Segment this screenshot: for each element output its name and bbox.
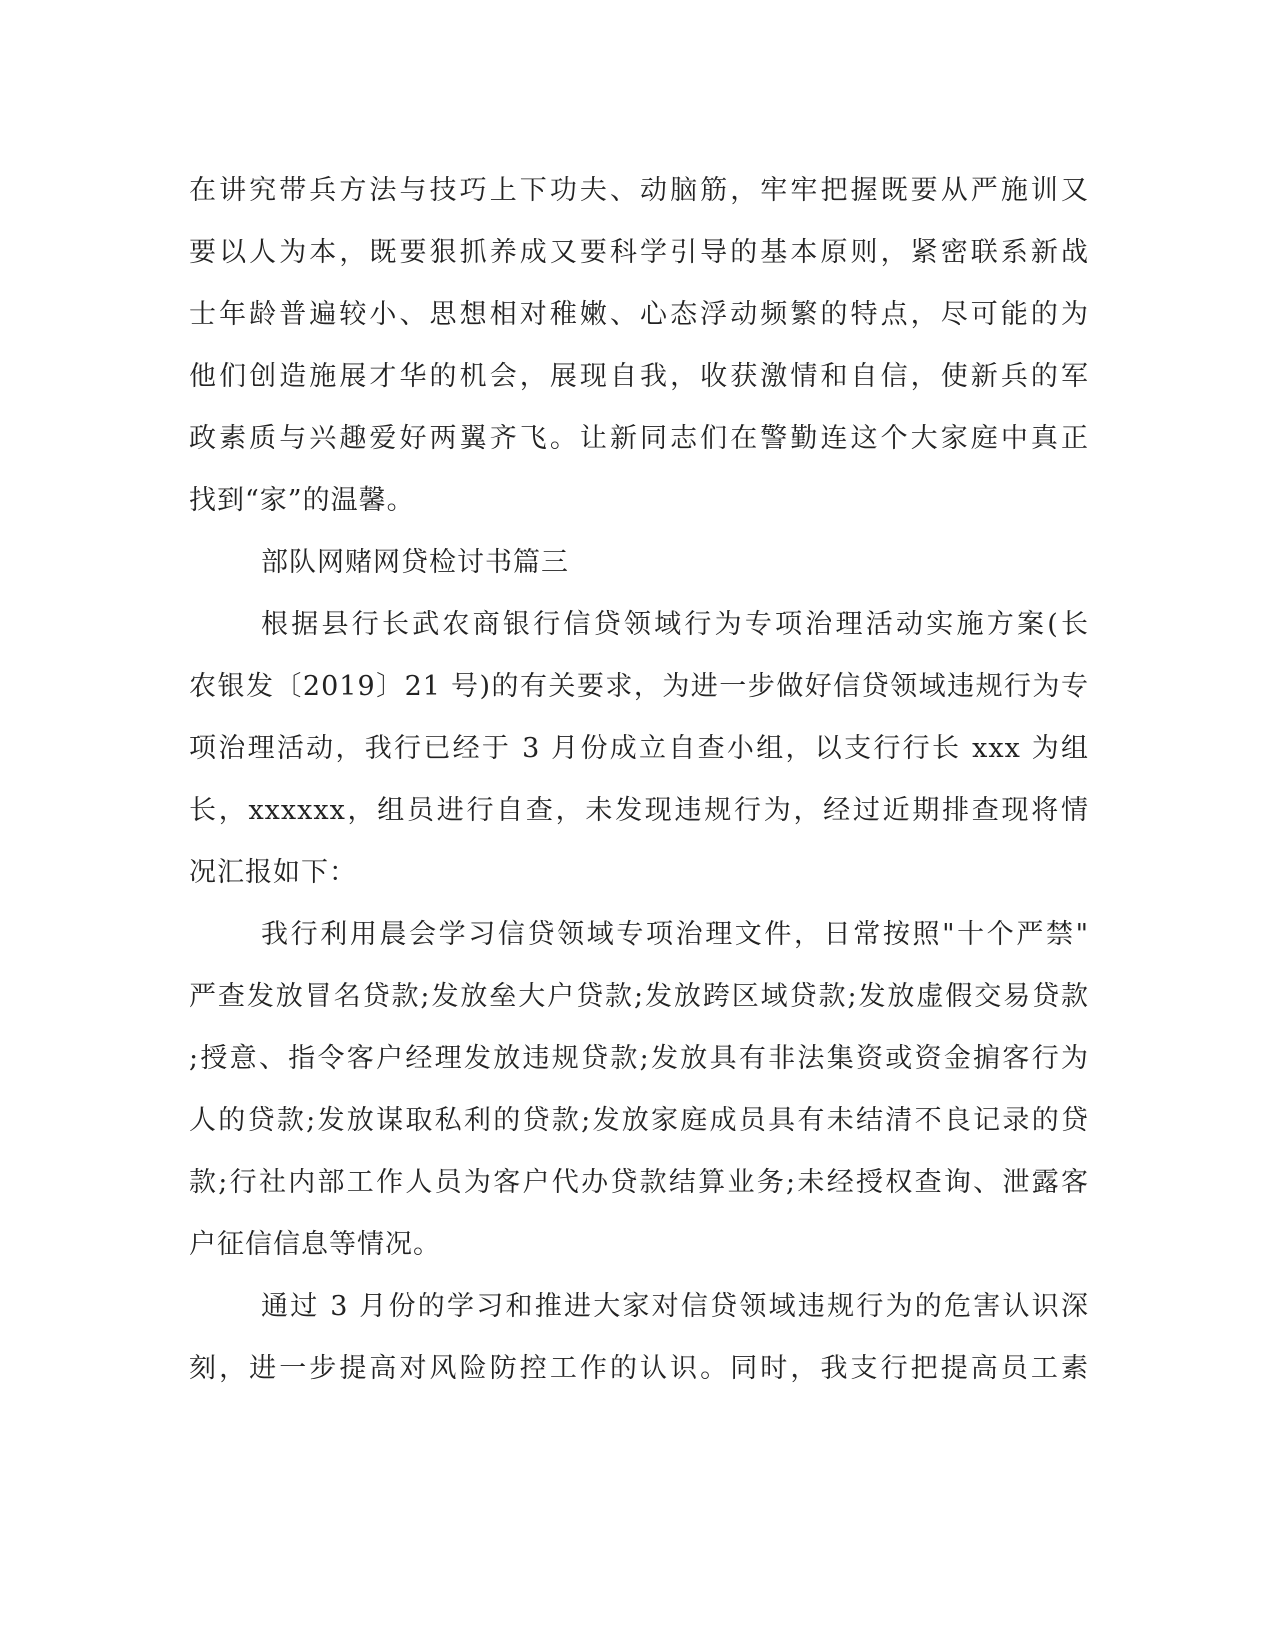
paragraph-1-line-6: 找到“家”的温馨。: [189, 485, 415, 516]
paragraph-3-line-6: 户征信信息等情况。: [189, 1229, 441, 1260]
paragraph-1-line-4: 他们创造施展才华的机会，展现自我，收获激情和自信，使新兵的军: [189, 361, 1089, 392]
paragraph-3-line-2: 严查发放冒名贷款;发放垒大户贷款;发放跨区域贷款;发放虚假交易贷款: [189, 981, 1089, 1012]
paragraph-3-line-1: 我行利用晨会学习信贷领域专项治理文件，日常按照"十个严禁": [261, 919, 1089, 950]
paragraph-1-line-3: 士年龄普遍较小、思想相对稚嫩、心态浮动频繁的特点，尽可能的为: [189, 299, 1089, 330]
section-heading: 部队网赌网贷检讨书篇三: [261, 547, 569, 578]
paragraph-2-line-3: 项治理活动，我行已经于 3 月份成立自查小组，以支行行长 xxx 为组: [189, 733, 1089, 764]
paragraph-2-line-5: 况汇报如下：: [189, 857, 357, 888]
paragraph-4-line-2: 刻，进一步提高对风险防控工作的认识。同时，我支行把提高员工素: [189, 1353, 1089, 1384]
paragraph-2-line-1: 根据县行长武农商银行信贷领域行为专项治理活动实施方案(长: [261, 609, 1089, 640]
paragraph-3-line-3: ;授意、指令客户经理发放违规贷款;发放具有非法集资或资金掮客行为: [189, 1043, 1089, 1074]
paragraph-3-line-5: 款;行社内部工作人员为客户代办贷款结算业务;未经授权查询、泄露客: [189, 1167, 1089, 1198]
paragraph-1-line-1: 在讲究带兵方法与技巧上下功夫、动脑筋，牢牢把握既要从严施训又: [189, 175, 1089, 206]
paragraph-3-line-4: 人的贷款;发放谋取私利的贷款;发放家庭成员具有未结清不良记录的贷: [189, 1105, 1089, 1136]
document-body: [189, 160, 1089, 1400]
paragraph-1-line-2: 要以人为本，既要狠抓养成又要科学引导的基本原则，紧密联系新战: [189, 237, 1089, 268]
paragraph-1-line-5: 政素质与兴趣爱好两翼齐飞。让新同志们在警勤连这个大家庭中真正: [189, 423, 1089, 454]
paragraph-4-line-1: 通过 3 月份的学习和推进大家对信贷领域违规行为的危害认识深: [261, 1291, 1089, 1322]
paragraph-2-line-4: 长，xxxxxx，组员进行自查，未发现违规行为，经过近期排查现将情: [189, 795, 1089, 826]
paragraph-2-line-2: 农银发〔2019〕21 号)的有关要求，为进一步做好信贷领域违规行为专: [189, 671, 1089, 702]
